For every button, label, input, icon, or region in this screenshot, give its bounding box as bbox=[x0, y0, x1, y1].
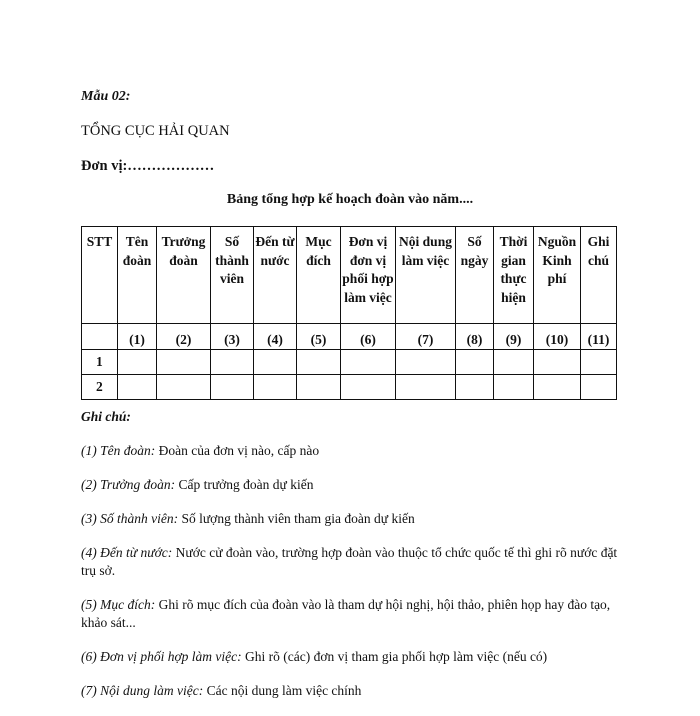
column-header: Đơn vị đơn vị phối hợp làm việc bbox=[341, 227, 396, 324]
note-text: Các nội dung làm việc chính bbox=[203, 683, 362, 698]
column-number: (11) bbox=[581, 324, 617, 350]
note-text: Cấp trưởng đoàn dự kiến bbox=[175, 477, 314, 492]
column-number: (9) bbox=[494, 324, 534, 350]
table-cell bbox=[118, 350, 157, 375]
column-header: Số thành viên bbox=[211, 227, 254, 324]
table-cell bbox=[494, 350, 534, 375]
table-cell bbox=[254, 375, 297, 400]
table-cell bbox=[341, 350, 396, 375]
form-code: Mẫu 02: bbox=[81, 89, 131, 104]
note-term: (4) Đến từ nước: bbox=[81, 545, 173, 560]
note-text: Ghi rõ (các) đơn vị tham gia phối hợp làm việc (nếu có) bbox=[241, 649, 548, 664]
note-item bbox=[81, 442, 621, 460]
table-row bbox=[82, 350, 617, 375]
note-item bbox=[81, 596, 621, 632]
table-cell bbox=[534, 350, 581, 375]
table-cell bbox=[157, 375, 211, 400]
table-cell bbox=[211, 375, 254, 400]
column-number: (6) bbox=[341, 324, 396, 350]
table-cell bbox=[396, 375, 456, 400]
column-header: Số ngày bbox=[456, 227, 494, 324]
note-term: (2) Trưởng đoàn: bbox=[81, 477, 176, 492]
note-text: Ghi rõ mục đích của đoàn vào là tham dự hội nghị, hội thảo, phiên họp hay đào tạo, khảo sát... bbox=[81, 597, 611, 630]
column-number: (7) bbox=[396, 324, 456, 350]
note-term: (3) Số thành viên: bbox=[81, 511, 179, 526]
table-cell bbox=[396, 350, 456, 375]
agency-name: TỔNG CỤC HẢI QUAN bbox=[81, 123, 230, 139]
column-header: Trưởng đoàn bbox=[157, 227, 211, 324]
unit-line: Đơn vị:……………… bbox=[81, 158, 215, 174]
column-number-row bbox=[82, 324, 617, 350]
note-item bbox=[81, 510, 621, 528]
column-header: Nội dung làm việc bbox=[396, 227, 456, 324]
row-number: 1 bbox=[82, 350, 118, 375]
table-title: Bảng tổng hợp kế hoạch đoàn vào năm.... bbox=[226, 192, 474, 207]
column-number bbox=[82, 324, 118, 350]
column-header: Mục đích bbox=[297, 227, 341, 324]
column-header: STT bbox=[82, 227, 118, 324]
note-item bbox=[81, 476, 621, 494]
table-cell bbox=[211, 350, 254, 375]
table-cell bbox=[534, 375, 581, 400]
note-term: (5) Mục đích: bbox=[81, 597, 156, 612]
table-row bbox=[82, 375, 617, 400]
table-header-row bbox=[82, 227, 617, 324]
column-number: (2) bbox=[157, 324, 211, 350]
column-header: Đến từ nước bbox=[254, 227, 297, 324]
table-cell bbox=[581, 350, 617, 375]
note-text: Nước cử đoàn vào, trường hợp đoàn vào thuộc tổ chức quốc tế thì ghi rõ nước đặt trụ sở. bbox=[81, 545, 618, 578]
column-header: Tên đoàn bbox=[118, 227, 157, 324]
table-cell bbox=[254, 350, 297, 375]
note-term: (6) Đơn vị phối hợp làm việc: bbox=[81, 649, 242, 664]
note-item bbox=[81, 682, 621, 700]
notes-heading: Ghi chú: bbox=[81, 409, 131, 424]
column-header: Ghi chú bbox=[581, 227, 617, 324]
note-term: (1) Tên đoàn: bbox=[81, 443, 156, 458]
column-number: (1) bbox=[118, 324, 157, 350]
table-cell bbox=[494, 375, 534, 400]
table-cell bbox=[297, 375, 341, 400]
table-cell bbox=[118, 375, 157, 400]
row-number: 2 bbox=[82, 375, 118, 400]
table-cell bbox=[297, 350, 341, 375]
column-number: (4) bbox=[254, 324, 297, 350]
notes-section bbox=[81, 408, 621, 716]
table-cell bbox=[456, 350, 494, 375]
column-number: (10) bbox=[534, 324, 581, 350]
column-number: (3) bbox=[211, 324, 254, 350]
table-cell bbox=[581, 375, 617, 400]
note-term: (7) Nội dung làm việc: bbox=[81, 683, 204, 698]
table-cell bbox=[157, 350, 211, 375]
table-cell bbox=[456, 375, 494, 400]
note-item bbox=[81, 648, 621, 666]
column-header: Thời gian thực hiện bbox=[494, 227, 534, 324]
table-cell bbox=[341, 375, 396, 400]
plan-table bbox=[81, 226, 617, 400]
column-number: (5) bbox=[297, 324, 341, 350]
note-item bbox=[81, 544, 621, 580]
column-header: Nguồn Kinh phí bbox=[534, 227, 581, 324]
column-number: (8) bbox=[456, 324, 494, 350]
note-text: Đoàn của đơn vị nào, cấp nào bbox=[155, 443, 320, 458]
note-text: Số lượng thành viên tham gia đoàn dự kiến bbox=[178, 511, 415, 526]
